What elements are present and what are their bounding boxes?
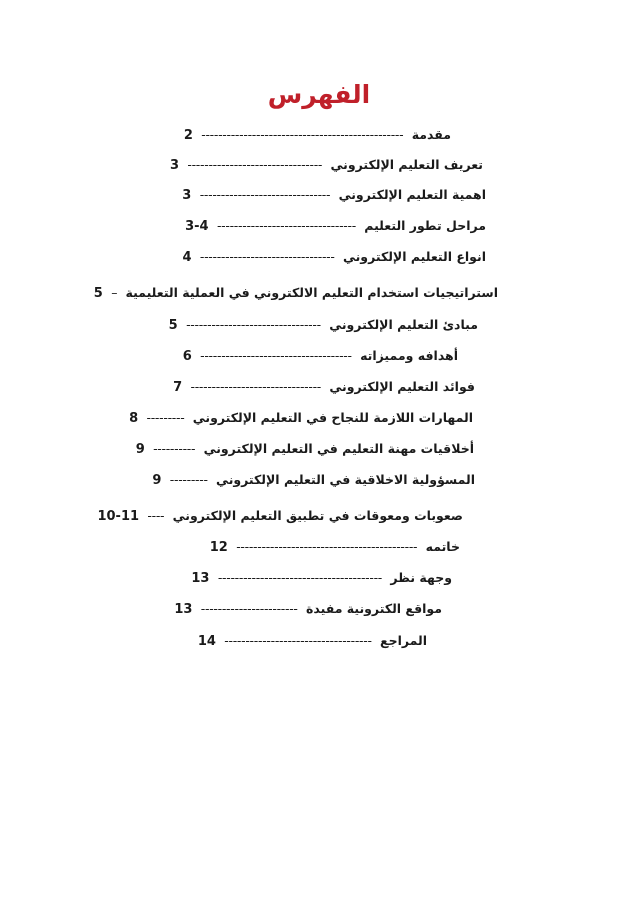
toc-entry-leader: -------------------------------- bbox=[187, 157, 323, 172]
toc-heading: الفهرس bbox=[267, 80, 371, 109]
toc-entry bbox=[185, 217, 486, 236]
toc-entry-page: 9 bbox=[135, 442, 145, 457]
toc-entry-page: 8 bbox=[129, 411, 139, 426]
toc-entry bbox=[184, 126, 451, 145]
toc-entry bbox=[94, 284, 498, 303]
toc-entry-page: 2 bbox=[183, 128, 193, 143]
toc-entry-leader: --------------------------------------- bbox=[217, 570, 383, 585]
toc-entry-title: أخلاقيات مهنة التعليم في التعليم الإلكتروني bbox=[203, 441, 474, 456]
toc-entry-title: مبادئ التعليم الإلكتروني bbox=[329, 317, 478, 332]
toc-entry-leader: ------------------------------------ bbox=[200, 348, 352, 363]
toc-entry bbox=[129, 409, 473, 428]
toc-entry-page: 6 bbox=[182, 349, 192, 364]
toc-entry-page: 14 bbox=[197, 634, 216, 649]
toc-entry-title: تعريف التعليم الإلكتروني bbox=[330, 157, 483, 172]
toc-entry-page: 5 bbox=[93, 286, 103, 301]
toc-entry bbox=[174, 600, 442, 619]
toc-entry-leader: -------------------------------- bbox=[199, 249, 335, 264]
toc-entry-title: استراتيجيات استخدام التعليم الالكتروني في العملية التعليمية bbox=[125, 285, 498, 300]
toc-entry-page: 3 bbox=[169, 158, 180, 173]
toc-entry-title: المراجع bbox=[380, 633, 427, 648]
toc-entry bbox=[198, 632, 427, 651]
toc-entry-page: 13 bbox=[174, 602, 193, 617]
toc-entry bbox=[182, 248, 486, 267]
toc-entry-leader: ----------------------- bbox=[200, 601, 298, 616]
toc-entry bbox=[170, 156, 483, 175]
toc-entry-title: مواقع الكترونية مفيدة bbox=[306, 601, 442, 616]
toc-entry-page: 3-4 bbox=[185, 219, 209, 234]
toc-entry-title: المهارات اللازمة للنجاح في التعليم الإلكتروني bbox=[192, 410, 473, 425]
toc-entry-page: 9 bbox=[152, 473, 162, 488]
toc-entry bbox=[210, 538, 460, 557]
toc-entry-title: أهدافه ومميزاته bbox=[360, 348, 458, 363]
toc-entry-page: 13 bbox=[191, 571, 210, 586]
toc-entry-leader: -------------------------------- bbox=[186, 317, 321, 332]
toc-entry-page: 3 bbox=[182, 188, 192, 203]
toc-entry-leader: – bbox=[111, 285, 118, 300]
toc-entry-title: خاتمه bbox=[425, 539, 460, 554]
toc-entry-page: 5 bbox=[168, 318, 178, 333]
toc-entry-title: المسؤولية الاخلاقية في التعليم الإلكتروني bbox=[216, 472, 475, 487]
toc-entry bbox=[169, 316, 478, 335]
toc-entry-leader: ------------------------------- bbox=[199, 187, 331, 202]
toc-entry bbox=[152, 471, 475, 490]
toc-entry-page: 12 bbox=[209, 540, 228, 555]
toc-entry bbox=[173, 378, 475, 397]
toc-entry-title: وجهة نظر bbox=[390, 570, 452, 585]
toc-entry bbox=[182, 186, 486, 205]
toc-entry-leader: --------- bbox=[169, 472, 208, 487]
toc-entry-leader: --------- bbox=[146, 410, 185, 425]
toc-entry bbox=[183, 347, 458, 366]
toc-entry-page: 7 bbox=[173, 380, 183, 395]
toc-entry-title: انواع التعليم الإلكتروني bbox=[342, 249, 486, 264]
toc-entry bbox=[136, 440, 474, 459]
toc-entry-leader: ------------------------------------------- bbox=[236, 539, 418, 554]
toc-entry-leader: ---- bbox=[147, 508, 165, 523]
toc-entry-title: مراحل تطور التعليم bbox=[364, 218, 486, 233]
toc-entry-leader: ---------- bbox=[153, 441, 196, 456]
toc-entry-leader: --------------------------------- bbox=[216, 218, 356, 233]
toc-entry-title: اهمية التعليم الإلكتروني bbox=[338, 187, 486, 202]
toc-entry-title: صعوبات ومعوقات في تطبيق التعليم الإلكتروني bbox=[172, 508, 463, 523]
toc-entry-page: 10-11 bbox=[97, 509, 140, 524]
toc-entry-page: 4 bbox=[182, 250, 192, 265]
toc-entry bbox=[191, 569, 452, 588]
toc-entry bbox=[97, 507, 463, 526]
toc-entry-leader: ------------------------------------------------ bbox=[201, 127, 404, 142]
toc-entry-title: مقدمة bbox=[411, 127, 451, 142]
toc-entry-leader: ----------------------------------- bbox=[224, 633, 372, 648]
toc-entry-title: فوائد التعليم الإلكتروني bbox=[329, 379, 475, 394]
toc-entry-leader: ------------------------------- bbox=[190, 379, 322, 394]
